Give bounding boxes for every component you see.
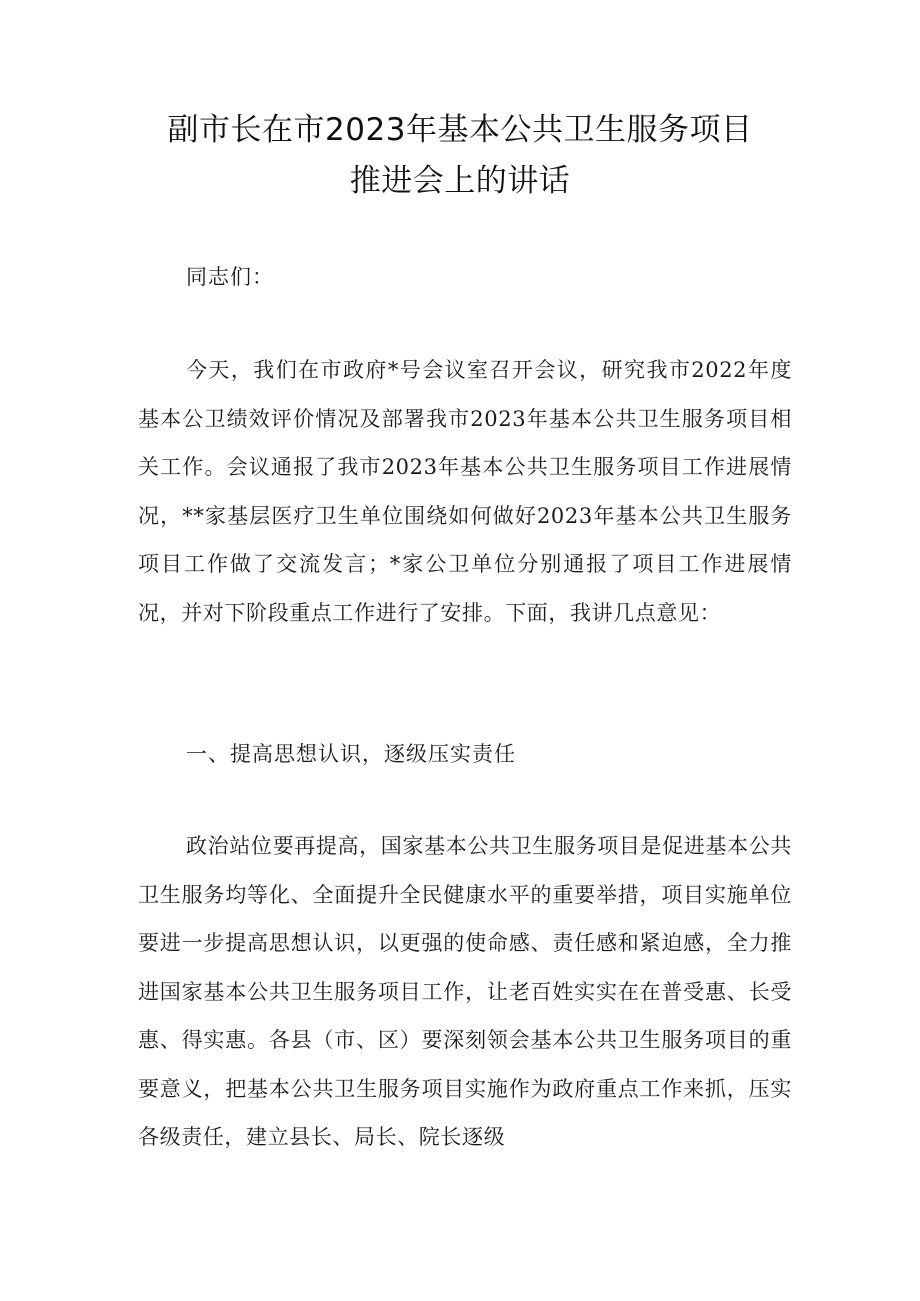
section-heading-1: 一、提高思想认识，逐级压实责任 <box>186 742 516 766</box>
document-title-line-1: 副市长在市2023年基本公共卫生服务项目 <box>167 112 753 148</box>
document-title-line-2: 推进会上的讲话 <box>349 163 571 199</box>
paragraph-opening: 今天，我们在市政府*号会议室召开会议，研究我市2022年度基本公卫绩效评价情况及部署我市2023年基本公共卫生服务项目相关工作。会议通报了我市2023年基本公共卫生服务项目工作进展情况，**家基层医疗卫生单位围绕如何做好2023年基本公共卫生服务项目工作做了交流发言；*家公卫单位分别通报了项目工作进展情况，并对下阶段重点工作进行了安排。下面，我讲几点意见： <box>138 358 792 625</box>
paragraph-section-1: 政治站位要再提高，国家基本公共卫生服务项目是促进基本公共卫生服务均等化、全面提升全民健康水平的重要举措，项目实施单位要进一步提高思想认识，以更强的使命感、责任感和紧迫感，全力推进国家基本公共卫生服务项目工作，让老百姓实实在在普受惠、长受惠、得实惠。各县（市、区）要深刻领会基本公共卫生服务项目的重要意义，把基本公共卫生服务项目实施作为政府重点工作来抓，压实各级责任，建立县长、局长、院长逐级 <box>138 834 792 1149</box>
salutation: 同志们： <box>186 265 274 289</box>
